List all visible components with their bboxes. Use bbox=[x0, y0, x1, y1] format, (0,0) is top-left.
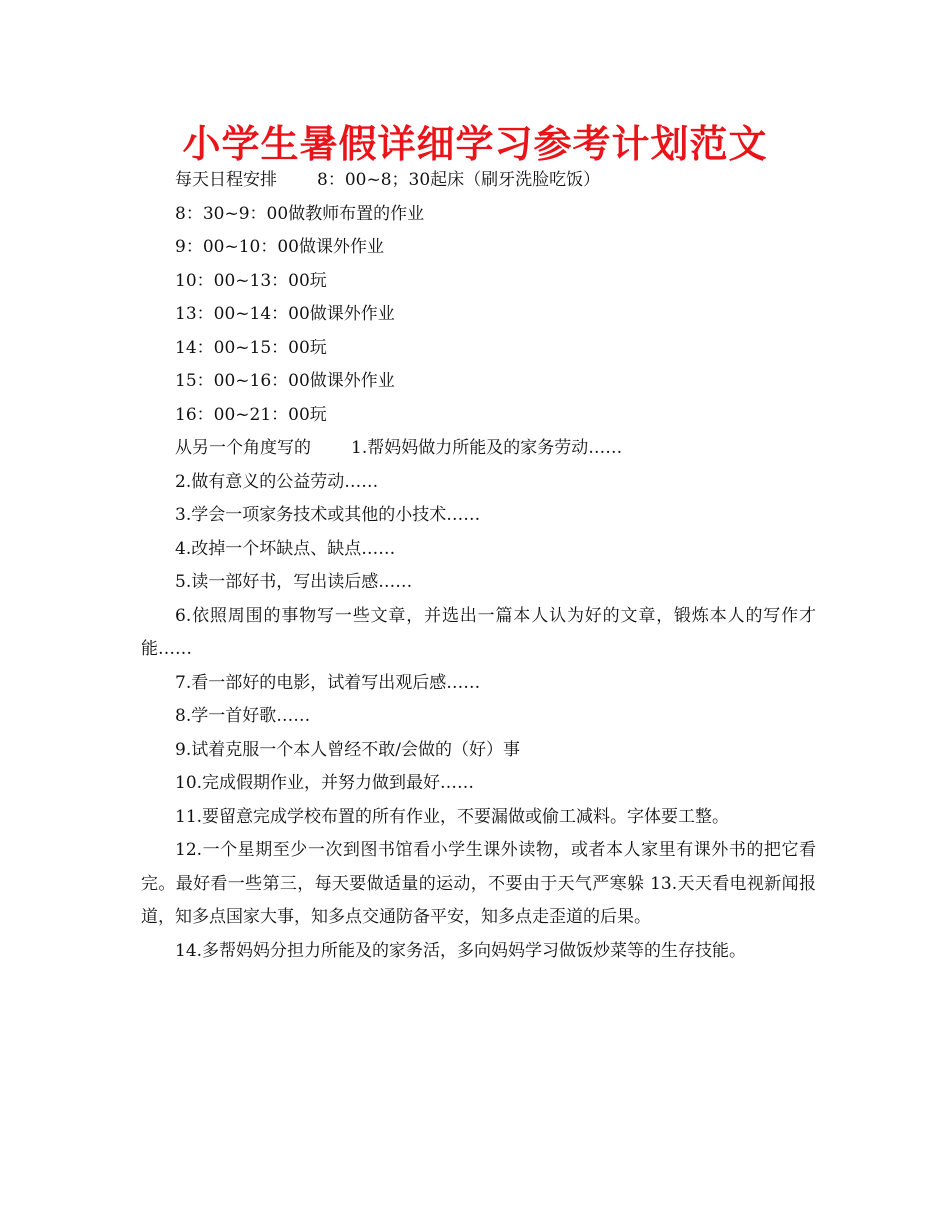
schedule-entry: 13：00~14：00做课外作业 bbox=[175, 304, 395, 324]
list-item: 11.要留意完成学校布置的所有作业，不要漏做或偷工减料。字体要工整。 bbox=[175, 806, 730, 827]
list-item: 3.学会一项家务技术或其他的小技术…… bbox=[175, 505, 481, 525]
list-item: 12.一个星期至少一次到图书馆看小学生课外读物，或者本人家里有课外书的把它看完。最好看一些第三，每天要做适量的运动，不要由于天气严寒躲 13.天天看电视新闻报道，知多点国家大事，知多点交通防备平安，知多点走歪道的后果。 bbox=[141, 840, 816, 927]
schedule-entry: 16：00~21：00玩 bbox=[175, 404, 327, 425]
list-item: 10.完成假期作业，并努力做到最好…… bbox=[175, 773, 475, 793]
document-title: 小学生暑假详细学习参考计划范文 bbox=[182, 122, 768, 166]
list-item: 8.学一首好歌…… bbox=[175, 706, 311, 726]
list-item: 6.依照周围的事物写一些文章，并选出一篇本人认为好的文章，锻炼本人的写作才能…… bbox=[141, 605, 816, 659]
angle-first-item: 1.帮妈妈做力所能及的家务劳动…… bbox=[351, 438, 623, 458]
schedule-heading: 每天日程安排 bbox=[175, 170, 277, 190]
schedule-entry: 15：00~16：00做课外作业 bbox=[175, 371, 395, 391]
document-body bbox=[141, 164, 816, 968]
schedule-first-entry: 8：00~8；30起床（刷牙洗脸吃饭） bbox=[317, 170, 601, 190]
schedule-entry: 8：30~9：00做教师布置的作业 bbox=[175, 203, 425, 224]
list-item: 2.做有意义的公益劳动…… bbox=[175, 471, 379, 492]
schedule-entry: 9：00~10：00做课外作业 bbox=[175, 237, 384, 257]
angle-heading: 从另一个角度写的 bbox=[175, 438, 311, 458]
list-item: 9.试着克服一个本人曾经不敢/会做的（好）事 bbox=[175, 739, 520, 760]
list-item: 14.多帮妈妈分担力所能及的家务活，多向妈妈学习做饭炒菜等的生存技能。 bbox=[175, 940, 747, 961]
list-item: 5.读一部好书，写出读后感…… bbox=[175, 572, 413, 592]
schedule-heading-line bbox=[141, 164, 816, 198]
list-item: 7.看一部好的电影，试着写出观后感…… bbox=[175, 672, 481, 693]
schedule-entry: 14：00~15：00玩 bbox=[175, 337, 327, 358]
angle-heading-line bbox=[141, 432, 816, 466]
list-item: 4.改掉一个坏缺点、缺点…… bbox=[175, 538, 396, 559]
schedule-entry: 10：00~13：00玩 bbox=[175, 270, 327, 291]
